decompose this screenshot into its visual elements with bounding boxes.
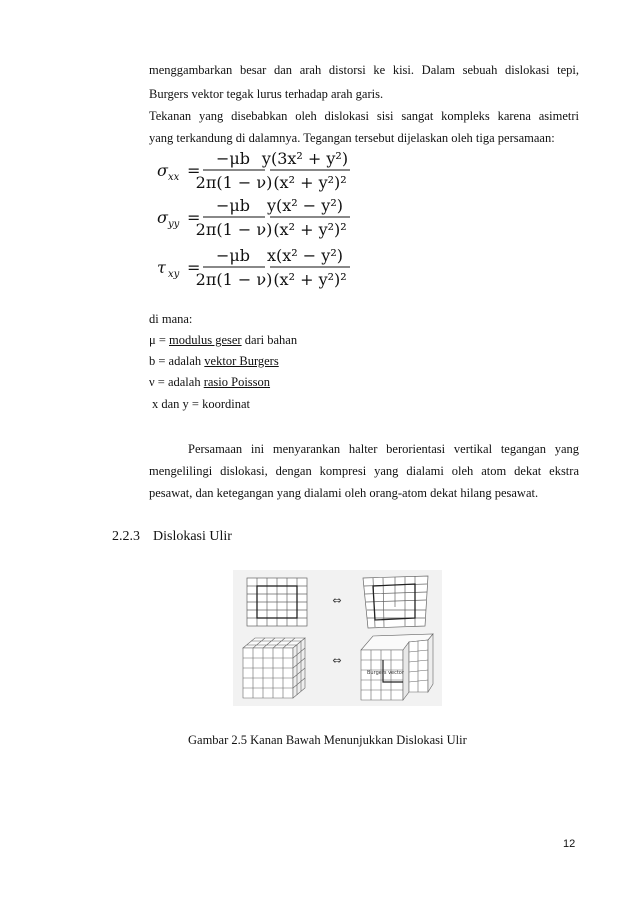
para2-line-1: Persamaan ini menyarankan halter berorientasi vertikal tegangan yang	[188, 442, 579, 456]
eq1-num: −μb	[215, 149, 251, 168]
para2-line-3: pesawat, dan ketegangan yang dialami oleh orang-atom dekat hilang pesawat.	[149, 486, 539, 500]
eq1-num2: y(3x² + y²)	[261, 149, 349, 168]
burgers-vector-link[interactable]: vektor Burgers	[204, 354, 279, 368]
eq1-lhs: σ	[157, 161, 168, 180]
equation-sigma-xx	[155, 146, 365, 196]
page-number: 12	[563, 838, 576, 850]
eq1-den: 2π(1 − ν)	[195, 173, 273, 192]
eq3-lhs: τ	[157, 258, 166, 277]
eq3-num2: x(x² − y²)	[267, 246, 343, 265]
figure-caption: Gambar 2.5 Kanan Bawah Menunjukkan Dislokasi Ulir	[188, 733, 467, 747]
cube-screw-dislocation	[361, 634, 433, 700]
section-title: Dislokasi Ulir	[153, 529, 232, 544]
eq3-den2: (x² + y²)²	[273, 270, 347, 289]
definitions-intro: di mana:	[149, 312, 193, 326]
eq2-den: 2π(1 − ν)	[195, 220, 273, 239]
svg-text:=: =	[187, 208, 201, 227]
eq1-den2: (x² + y²)²	[273, 173, 347, 192]
arrow-bottom: ⇔	[332, 654, 342, 667]
eq1-equals: =	[187, 161, 201, 180]
burgers-label: Burgers vector	[367, 670, 404, 676]
eq2-den2: (x² + y²)²	[273, 220, 347, 239]
arrow-top: ⇔	[332, 594, 342, 607]
eq1-sub: xx	[168, 172, 180, 183]
b-prefix: b = adalah	[149, 354, 205, 368]
body-line-2: Burgers vektor tegak lurus terhadap arah garis.	[149, 87, 384, 101]
section-heading	[112, 529, 232, 545]
definition-mu	[149, 332, 297, 348]
body-line-1: menggambarkan besar dan arah distorsi ke kisi. Dalam sebuah dislokasi tepi,	[149, 63, 579, 77]
figure-screw-dislocation	[233, 570, 442, 706]
poisson-ratio-link[interactable]: rasio Poisson	[203, 375, 271, 389]
eq2-num: −μb	[215, 196, 251, 215]
eq3-sub: xy	[168, 269, 180, 280]
body-line-3: Tekanan yang disebabkan oleh dislokasi sisi sangat kompleks karena asimetri	[149, 109, 579, 123]
mu-suffix: dari bahan	[241, 333, 298, 347]
definition-b	[149, 353, 279, 369]
eq3-num: −μb	[215, 246, 251, 265]
equation-sigma-yy	[155, 193, 365, 243]
mu-prefix: μ =	[149, 333, 170, 347]
grid-edge-dislocation	[363, 576, 428, 628]
nu-prefix: ν = adalah	[149, 375, 204, 389]
cube-perfect	[243, 638, 305, 698]
eq2-lhs: σ	[157, 208, 168, 227]
definition-xy: x dan y = koordinat	[152, 397, 251, 411]
equation-tau-xy	[155, 243, 365, 293]
para2-line-2: mengelilingi dislokasi, dengan kompresi yang dialami oleh atom dekat ekstra	[149, 464, 579, 478]
body-line-4: yang terkandung di dalamnya. Tegangan tersebut dijelaskan oleh tiga persamaan:	[149, 131, 555, 145]
eq2-num2: y(x² − y²)	[267, 196, 343, 215]
figure-drawing	[233, 570, 442, 706]
section-number: 2.2.3	[112, 529, 140, 544]
eq3-den: 2π(1 − ν)	[195, 270, 273, 289]
mu-link[interactable]: modulus geser	[169, 333, 242, 347]
grid-perfect	[247, 578, 307, 626]
svg-text:=: =	[187, 258, 201, 277]
eq2-sub: yy	[168, 219, 180, 230]
definition-nu	[149, 374, 270, 390]
